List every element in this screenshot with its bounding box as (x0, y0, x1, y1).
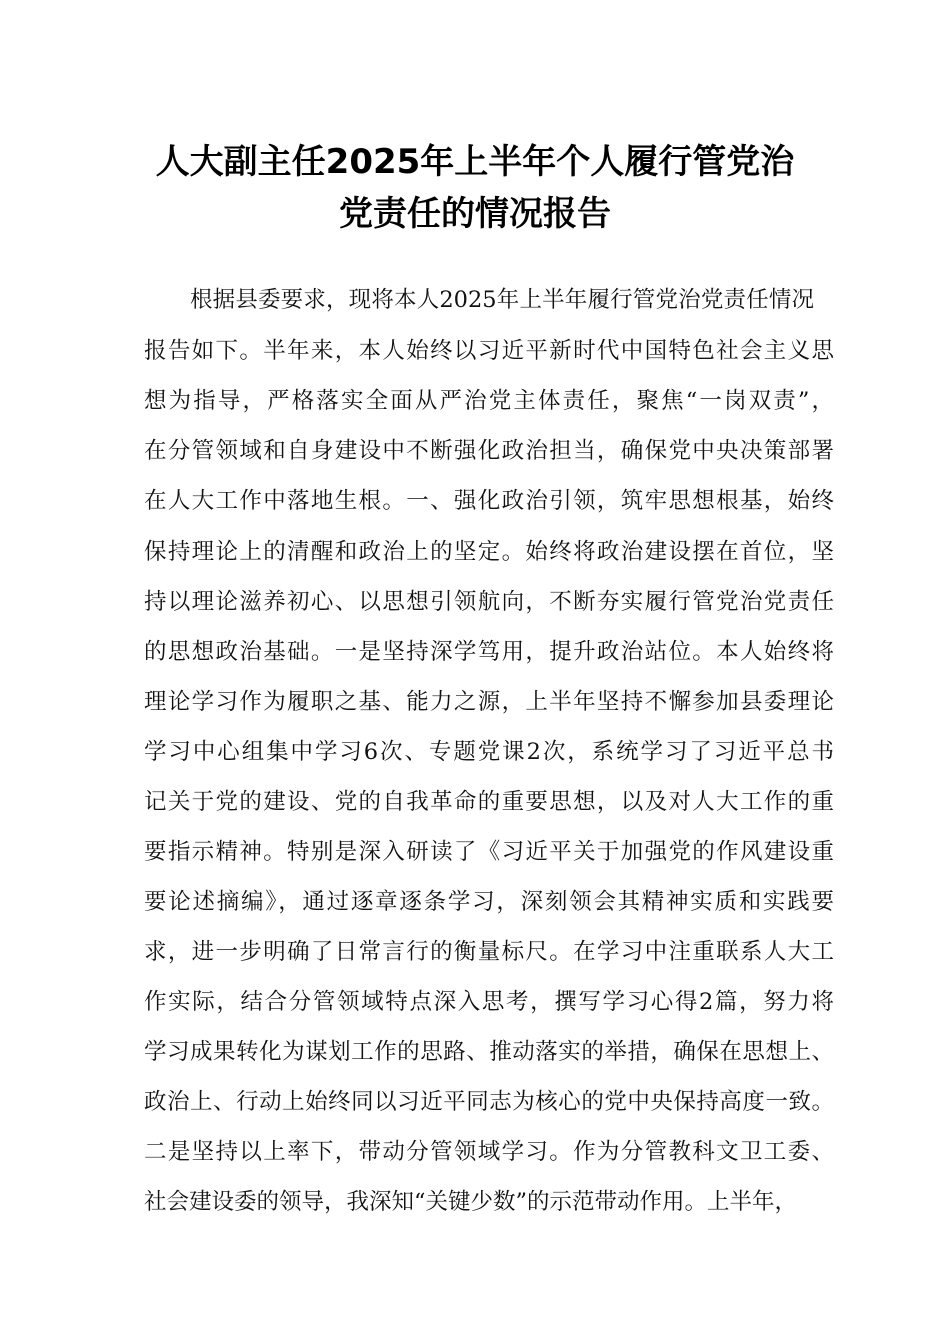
body-line: 根据县委要求，现将本人2025年上半年履行管党治党责任情况 (190, 287, 814, 313)
body-line: 记关于党的建设、党的自我革命的重要思想，以及对人大工作的重 (144, 789, 834, 815)
body-line: 报告如下。半年来，本人始终以习近平新时代中国特色社会主义思 (144, 338, 834, 364)
body-line: 想为指导，严格落实全面从严治党主体责任，聚焦“一岗双责”， (144, 388, 834, 414)
body-line: 学习成果转化为谋划工作的思路、推动落实的举措，确保在思想上、 (144, 1039, 834, 1065)
body-line: 的思想政治基础。一是坚持深学笃用，提升政治站位。本人始终将 (144, 639, 834, 665)
body-line: 作实际，结合分管领域特点深入思考，撰写学习心得2篇，努力将 (144, 989, 834, 1015)
document-title-line-1: 人大副主任2025年上半年个人履行管党治 (155, 142, 795, 182)
body-line: 要论述摘编》，通过逐章逐条学习，深刻领会其精神实质和实践要 (144, 889, 834, 915)
body-line: 社会建设委的领导，我深知“关键少数”的示范带动作用。上半年， (144, 1189, 798, 1215)
body-line: 政治上、行动上始终同以习近平同志为核心的党中央保持高度一致。 (144, 1089, 834, 1115)
body-line: 在分管领域和自身建设中不断强化政治担当，确保党中央决策部署 (144, 438, 834, 464)
body-line: 要指示精神。特别是深入研读了《习近平关于加强党的作风建设重 (144, 839, 834, 865)
body-line: 二是坚持以上率下，带动分管领域学习。作为分管教科文卫工委、 (144, 1139, 834, 1165)
document-title-line-2: 党责任的情况报告 (339, 194, 611, 234)
body-line: 求，进一步明确了日常言行的衡量标尺。在学习中注重联系人大工 (144, 939, 834, 965)
body-line: 学习中心组集中学习6次、专题党课2次，系统学习了习近平总书 (144, 739, 834, 765)
body-line: 理论学习作为履职之基、能力之源，上半年坚持不懈参加县委理论 (144, 689, 834, 715)
body-line: 在人大工作中落地生根。一、强化政治引领，筑牢思想根基，始终 (144, 488, 834, 514)
body-line: 保持理论上的清醒和政治上的坚定。始终将政治建设摆在首位，坚 (144, 539, 834, 565)
body-line: 持以理论滋养初心、以思想引领航向，不断夯实履行管党治党责任 (144, 589, 834, 615)
